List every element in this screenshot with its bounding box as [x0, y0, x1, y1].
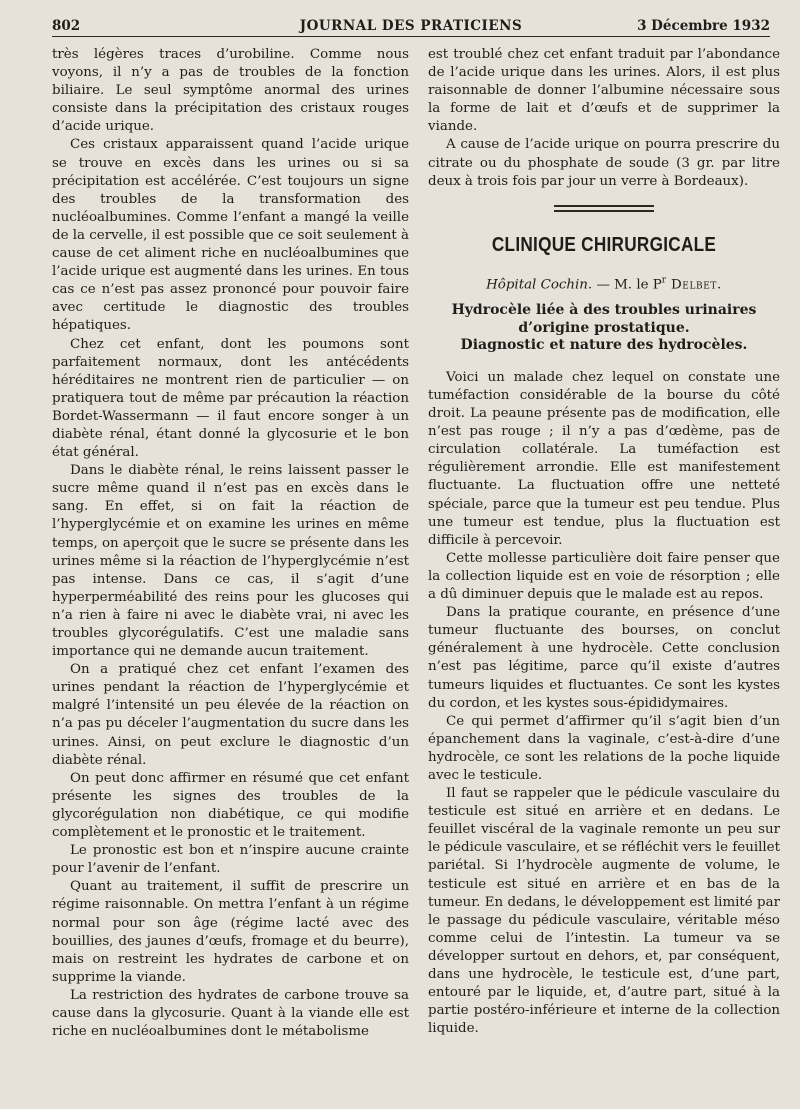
hospital-name: Hôpital Cochin. [486, 277, 593, 293]
journal-title: JOURNAL DES PRATICIENS [299, 18, 523, 34]
professor-sup: r [661, 275, 667, 286]
paragraph: Dans le diabète rénal, le reins laissent passer le sucre même quand il n’est pas en excès dans le sang. En effet, si on fait la réaction de l’hyperglycémie et on examine les urines en même temps, on aperçoit que le sucre se présente dans les urines même si la réaction de l’hyperglycémie n’est pas intense. Dans ce cas, il s’agit d’une hyperperméabilité des reins pour les glucoses qui n’a rien à faire ni avec le diabète vrai, ni avec les troubles glycorégulatifs. C’est une maladie sans importance qui ne demande aucun traitement. [52, 463, 410, 660]
article-subtitle [428, 302, 780, 355]
right-column [428, 46, 780, 1038]
paragraph: Voici un malade chez lequel on constate une tuméfaction considérable de la bourse du côté droit. La peaune présente pas de modification, elle n’est pas rouge ; il n’y a pas d’œdème, pas de circulation collatérale. La tuméfaction est régulièrement arrondie. Elle est manifestement fluctuante. La fluctuation offre une netteté spéciale, parce que la tumeur est peu tendue. Plus une tumeur est tendue, plus la fluctuation est difficile à percevoir. [428, 369, 780, 548]
paragraph: Ce qui permet d’affirmer qu’il s’agit bien d’un épanchement dans la vaginale, c’est-à-dire d’une hydrocèle, ce sont les relations de la poche liquide avec le testicule. [428, 713, 780, 783]
paragraph: Dans la pratique courante, en présence d’une tumeur fluctuante des bourses, on conclut généralement à une hydrocèle. Cette conclusion n’est pas légitime, parce qu’il existe d’autres tumeurs liquides et fluctuantes. Ce sont les kystes du cordon, et les kystes sous-épididymaires. [428, 605, 780, 711]
paragraph: Cette mollesse particulière doit faire penser que la collection liquide est en voie de résorption ; elle a dû diminuer depuis que le malade est au repos. [428, 550, 780, 603]
issue-date: 3 Décembre 1932 [637, 18, 770, 34]
paragraph: Quant au traitement, il suffit de prescrire un régime raisonnable. On mettra l’enfant à un régime normal pour son âge (régime lacté avec des bouillies, des jaunes d’œufs, fromage et du beurre), mais on restreint les hydrates de carbone et on supprime la viande. [52, 879, 409, 985]
section-divider [554, 205, 654, 212]
paragraph: On peut donc affirmer en résumé que cet enfant présente les signes des troubles de la glycorégulation non diabétique, ce qui modifie complètement et le pronostic et le traitement. [52, 770, 409, 841]
paragraph: Le pronostic est bon et n’inspire aucune crainte pour l’avenir de l’enfant. [52, 843, 409, 877]
article-byline [428, 272, 780, 295]
article-body [428, 369, 780, 1038]
subtitle-line: Diagnostic et nature des hydrocèles. [460, 337, 748, 354]
paragraph: très légères traces d’urobiline. Comme nous voyons, il n’y a pas de troubles de la fonction biliaire. Le seul symptôme anormal des urines consiste dans la précipitation des cristaux rouges d’acide urique. [52, 47, 409, 135]
previous-article-end [428, 46, 780, 191]
left-column [52, 46, 409, 1041]
subtitle-line: d’origine prostatique. [518, 319, 690, 336]
running-header [52, 14, 770, 37]
page-number: 802 [52, 18, 81, 34]
paragraph: Il faut se rappeler que le pédicule vasculaire du testicule est situé en arrière et en dedans. Le feuillet viscéral de la vaginale remonte un peu sur le pédicule vasculaire, et se réfléchit vers le feuillet pariétal. Si l’hydrocèle augmente de volume, le testicule est situé en arrière et en bas de la tumeur. En dedans, le développement est limité par le passage du pédicule vasculaire, véritable méso comme celui de l’intestin. La tumeur va se développer surtout en dehors, et, par conséquent, dans une hydrocèle, le testicule est, d’une part, entouré par le liquide, et, d’autre part, situé à la partie postéro-inférieure et interne de la collection liquide. [428, 786, 780, 1037]
paragraph: On a pratiqué chez cet enfant l’examen des urines pendant la réaction de l’hyperglycémie et malgré l’intensité un peu élevée de la réaction on n’a pas pu déceler l’augmentation du sucre dans les urines. Ainsi, on peut exclure le diagnostic d’un diabète rénal. [52, 662, 409, 768]
paragraph: La restriction des hydrates de carbone trouve sa cause dans la glycosurie. Quant à la viande elle est riche en nucléoalbumines dont le métabolisme [52, 987, 409, 1040]
section-title: CLINIQUE CHIRURGICALE [491, 233, 717, 256]
paragraph: Ces cristaux apparaissent quand l’acide urique se trouve en excès dans les urines ou si sa précipitation est accélérée. C’est toujours un signe des troubles de la transformation des nucléoalbumines. Comme l’enfant a mangé la veille de la cervelle, il est possible que ce soit seulement à cause de cet aliment riche en nucléoalbumines que l’acide urique est augmenté dans les urines. En tous cas ce n’est pas assez prononcé pour pouvoir faire avec certitude le diagnostic des troubles hépatiques. [52, 137, 409, 334]
paragraph: est troublé chez cet enfant traduit par l’abondance de l’acide urique dans les urines. Alors, il est plus raisonnable de donner l’albumine nécessaire sous la forme de lait et d’œufs et de supprimer la viande. [428, 47, 780, 135]
professor-name: Delbet. [666, 277, 722, 293]
subtitle-line: Hydrocèle liée à des troubles urinaires [451, 302, 757, 319]
paragraph: A cause de l’acide urique on pourra prescrire du citrate ou du phosphate de soude (3 gr. par litre deux à trois fois par jour un verre à Bordeaux). [428, 137, 780, 189]
byline-dash: — M. le P [592, 277, 662, 293]
paragraph: Chez cet enfant, dont les poumons sont parfaitement normaux, dont les antécédents héréditaires ne montrent rien de particulier — on pratiquera tout de même par précaution la réaction Bordet-Wassermann — il faut encore songer à un diabète rénal, étant donné la glycosurie et le bon état général. [52, 336, 409, 461]
